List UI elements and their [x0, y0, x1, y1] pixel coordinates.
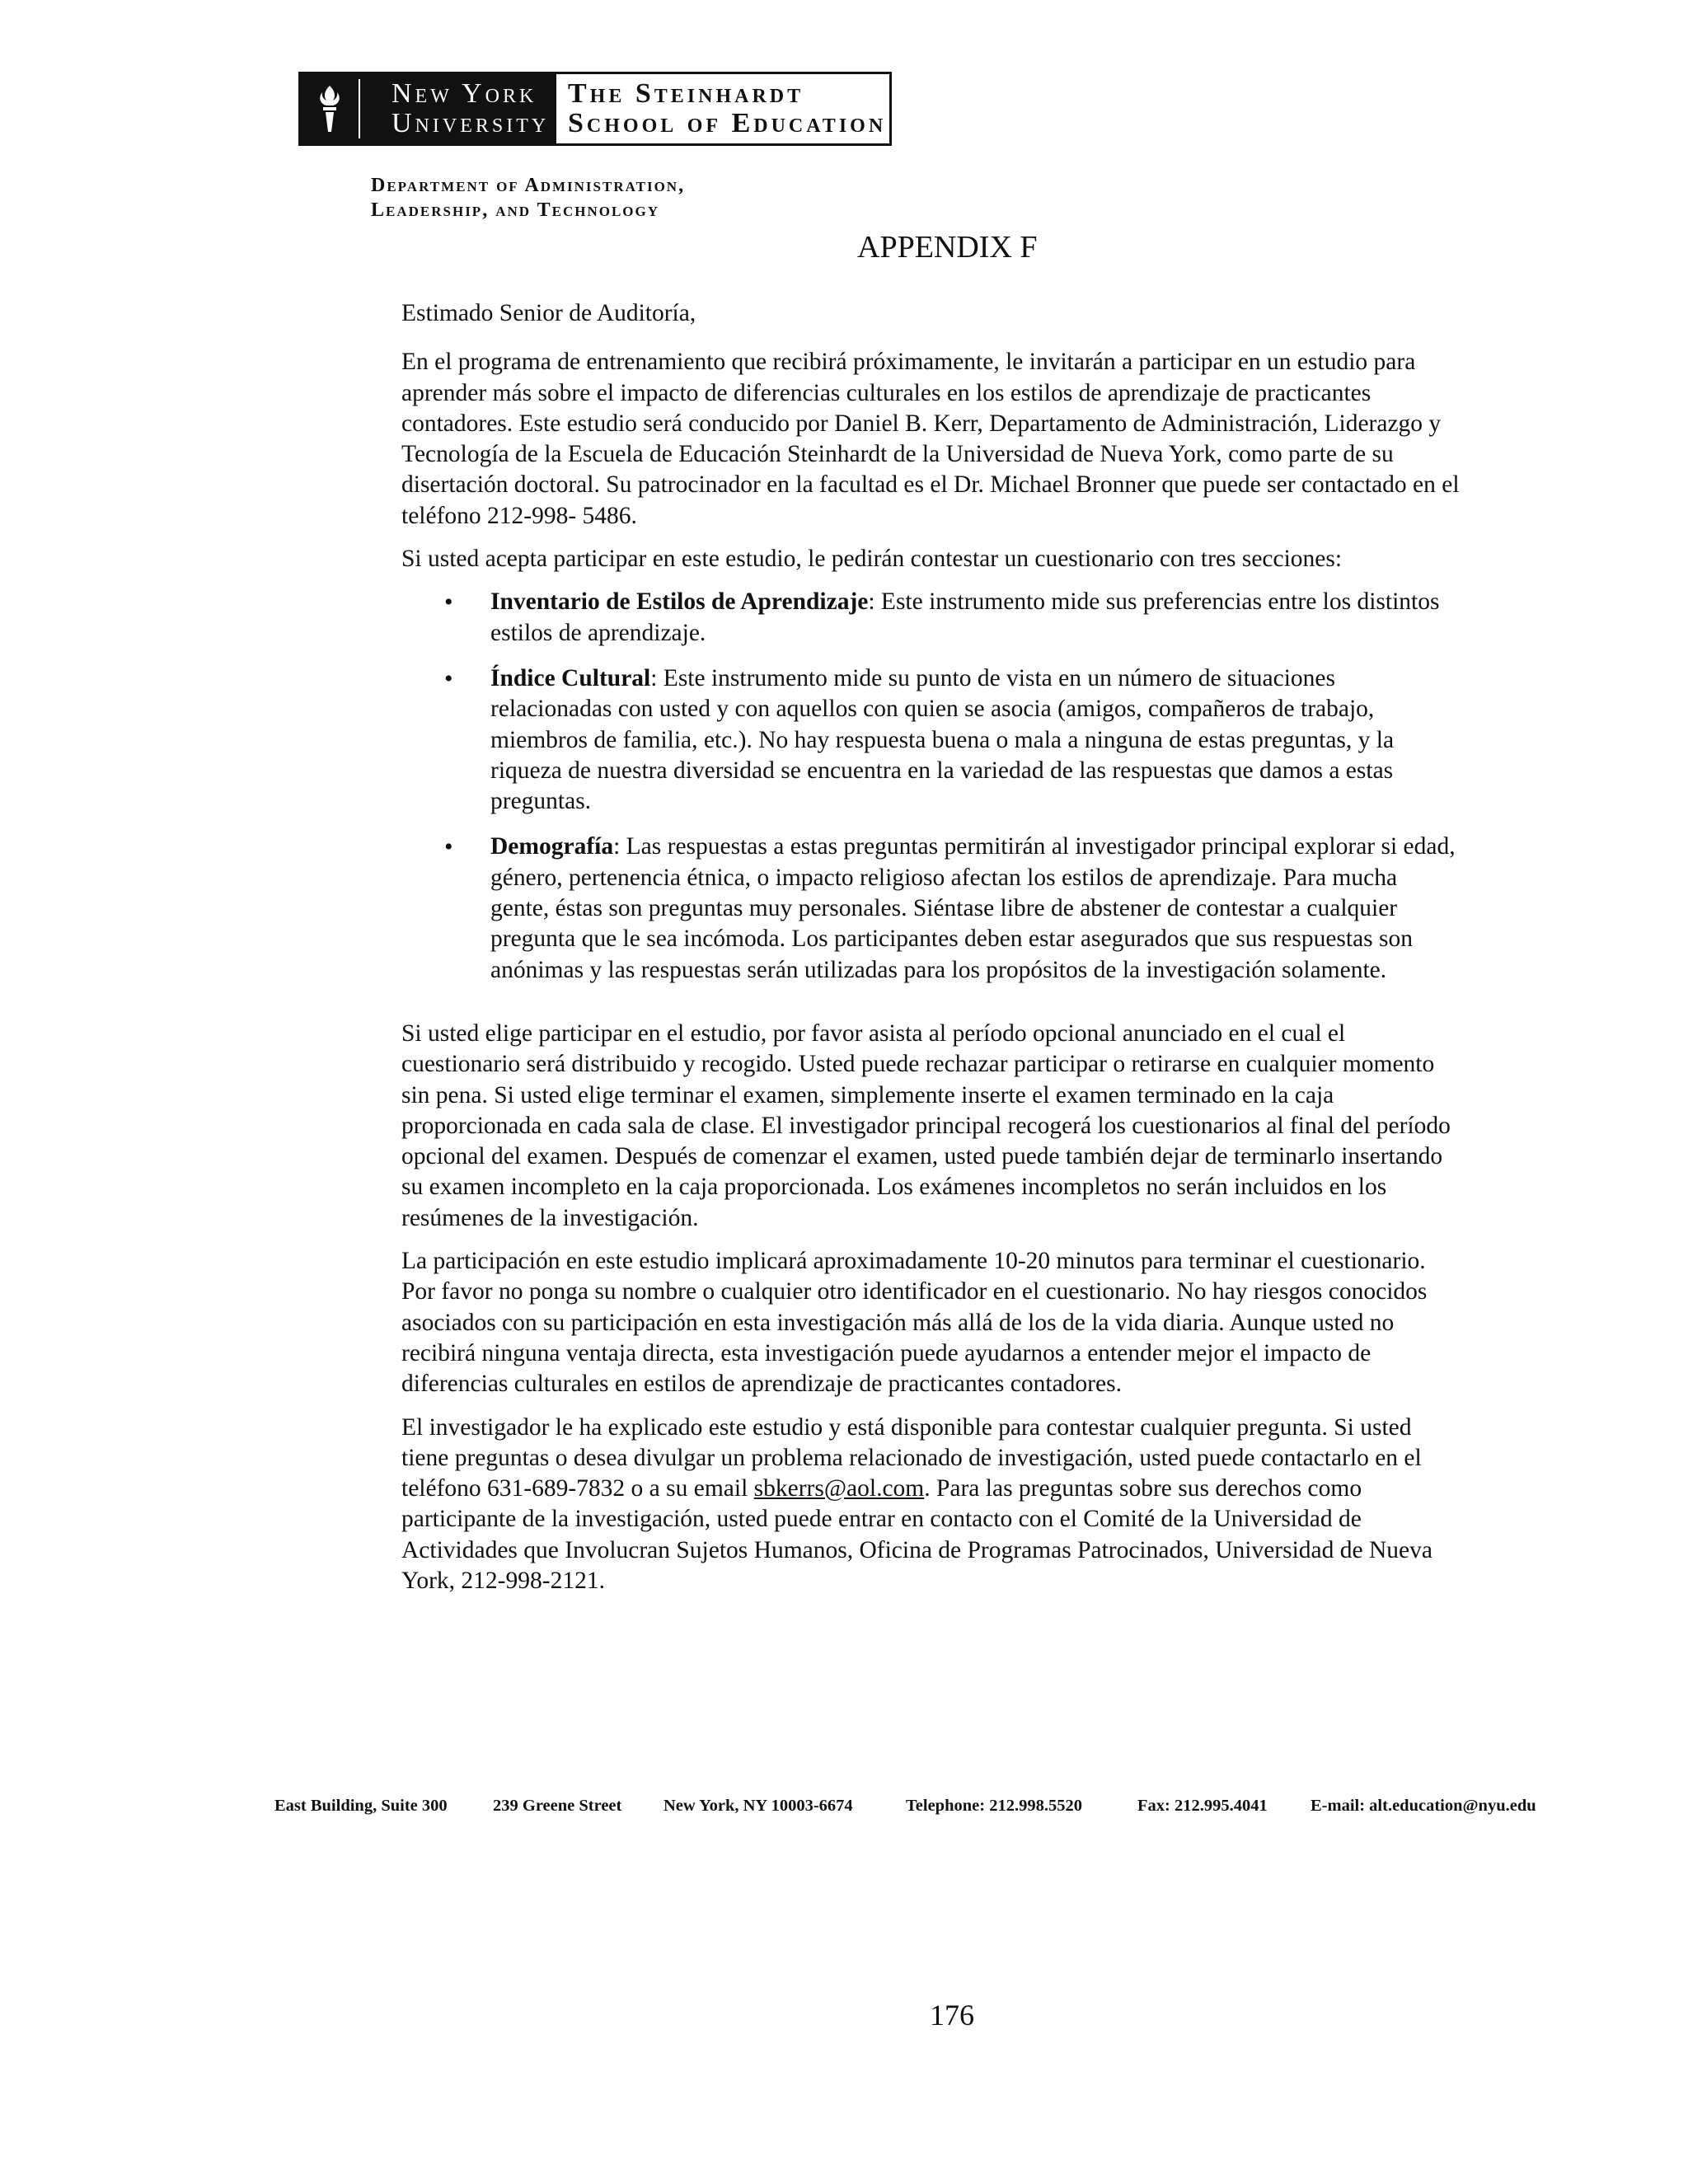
- footer-street: 239 Greene Street: [493, 1797, 622, 1815]
- university-name-line-2: University: [392, 108, 550, 138]
- section-text: : Este instrumento mide sus preferencias entre los distintos estilos de aprendizaje.: [490, 588, 1440, 646]
- appendix-title: APPENDIX F: [857, 230, 1038, 265]
- sections-lead-paragraph: Si usted acepta participar en este estudio, le pedirán contestar un cuestionario con tres secciones:: [401, 546, 1343, 573]
- bullet-icon: •: [444, 588, 453, 616]
- school-name-line-2: School of Education: [568, 108, 887, 138]
- bullet-icon: •: [444, 833, 453, 861]
- nyu-steinhardt-logo: [298, 72, 892, 146]
- page-number: 176: [930, 1999, 974, 2032]
- greeting: Estimado Senior de Auditoría,: [401, 300, 696, 326]
- section-title: Demografía: [490, 833, 614, 860]
- list-item: [401, 832, 1461, 985]
- intro-paragraph: En el programa de entrenamiento que recibirá próximamente, le invitarán a participar en un estudio para aprender más sobre el impacto de diferencias culturales en los estilos de aprendizaje de practicantes contadores. Este estudio será conducido por Daniel B. Kerr, Departamento de Administración, Liderazgo y Tecnología de la Escuela de Educación Steinhardt de la Universidad de Nueva York, como parte de su disertación doctoral. Su patrocinador en la facultad es el Dr. Michael Bronner que puede ser contactado en el teléfono 212-998- 5486.: [401, 349, 1460, 529]
- section-title: Inventario de Estilos de Aprendizaje: [490, 588, 869, 616]
- university-name: [359, 79, 549, 138]
- university-name-line-1: New York: [392, 78, 537, 109]
- list-item: [401, 587, 1461, 649]
- contact-email-link[interactable]: sbkerrs@aol.com: [753, 1475, 925, 1502]
- list-item: [401, 663, 1461, 817]
- bullet-icon: •: [444, 664, 453, 692]
- school-name-line-1: The Steinhardt: [568, 78, 804, 109]
- duration-paragraph: La participación en este estudio implicará aproximadamente 10-20 minutos para terminar el cuestionario. Por favor no ponga su nombre o cualquier otro identificador en el cuestionario. No hay riesgos conocidos asociados con su participación en esta investigación más allá de los de la vida diaria. Aunque usted no recibirá ninguna ventaja directa, esta investigación puede ayudarnos a entender mejor el impacto de diferencias culturales en estilos de aprendizaje de practicantes contadores.: [401, 1248, 1428, 1398]
- contact-text-before: El investigador le ha explicado este estudio y está disponible para contestar cualquier pregunta. Si usted tiene preguntas o desea divulgar un problema relacionado de investigación, usted puede contactarlo en el teléfono 631-689-7832 o a su email: [401, 1413, 1422, 1502]
- section-text: : Este instrumento mide su punto de vista en un número de situaciones relacionadas con usted y con aquellos con quien se asocia (amigos, compañeros de trabajo, miembros de familia, etc.). No hay respuesta buena o mala a ninguna de estas preguntas, y la riqueza de nuestra diversidad se encuentra en la variedad de las respuestas que damos a estas preguntas.: [490, 664, 1395, 815]
- footer-building: East Building, Suite 300: [274, 1797, 448, 1815]
- torch-icon: [301, 74, 359, 143]
- footer-city: New York, NY 10003-6674: [663, 1797, 853, 1815]
- contact-text-after: . Para las preguntas sobre sus derechos como participante de la investigación, usted puede entrar en contacto con el Comité de la Universidad de Actividades que Involucran Sujetos Humanos, Oficina de Programas Patrocinados, Universidad de Nueva York, 212-998-2121.: [401, 1475, 1432, 1594]
- footer-address: [0, 1797, 1688, 1831]
- contact-paragraph: [401, 1413, 1461, 1597]
- section-text: : Las respuestas a estas preguntas permitirán al investigador principal explorar si edad, género, pertenencia étnica, o impacto religioso afectan los estilos de aprendizaje. Para mucha gente, éstas son preguntas muy personales. Siéntase libre de abstener de contestar a cualquier pregunta que le sea incómoda. Los participantes deben estar asegurados que sus respuestas son anónimas y las respuestas serán utilizadas para los propósitos de la investigación solamente.: [490, 833, 1456, 983]
- department-line-1: Department of Administration,: [371, 175, 686, 196]
- letter-body: [401, 298, 1461, 1609]
- sections-list: [401, 587, 1461, 986]
- footer-fax: Fax: 212.995.4041: [1137, 1797, 1268, 1815]
- department-line-2: Leadership, and Technology: [371, 199, 659, 221]
- school-name: [556, 74, 889, 143]
- participation-paragraph: Si usted elige participar en el estudio, por favor asista al período opcional anunciado en el cual el cuestionario será distribuido y recogido. Usted puede rechazar participar o retirarse en cualquier momento sin pena. Si usted elige terminar el examen, simplemente inserte el examen terminado en la caja proporcionada en cada sala de clase. El investigador principal recogerá los cuestionarios al final del período opcional del examen. Después de comenzar el examen, usted puede también dejar de terminarlo insertando su examen incompleto en la caja proporcionada. Los exámenes incompletos no serán incluidos en los resúmenes de la investigación.: [401, 1019, 1451, 1231]
- section-title: Índice Cultural: [490, 664, 651, 691]
- footer-telephone: Telephone: 212.998.5520: [906, 1797, 1082, 1815]
- nyu-logo-block: [301, 74, 556, 143]
- department-name: [371, 173, 685, 223]
- footer-email: E-mail: alt.education@nyu.edu: [1311, 1797, 1536, 1815]
